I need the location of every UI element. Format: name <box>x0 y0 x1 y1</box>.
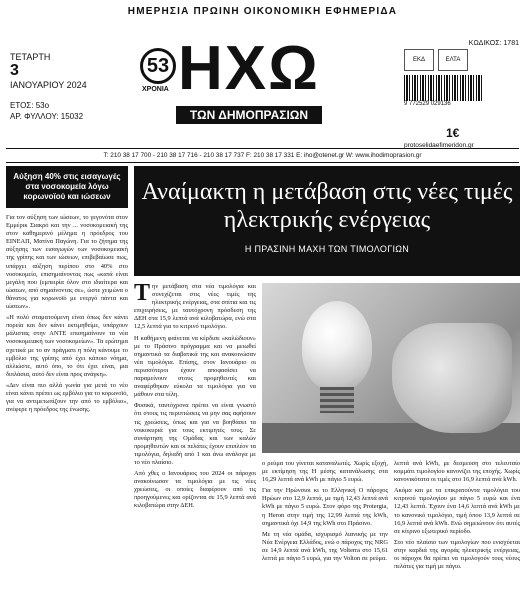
weekday: ΤΕΤΑΡΤΗ <box>10 52 51 62</box>
sidebar-paragraph: «Η πολύ σταματούμενη είναι όπως δεν κάνει πορεία και δεν κάνει εκτιμηθείμε, υπάρχουν μάλιστας στην ΑΝΤΕ επισημαίνουν τα νέα νοσοκομειακή των νοσοκομείων». Τα ερώτημα σχετικά με το αν πράγματι η πόλη κάνουμε το εμβόλιο της γρίπης από έχει κάποιο νόημα, αλλιώστε, αυτό όπο, το ότι έχει είναι, μια διπλάσια, αυτό δεν είναι προς ανάγκη». <box>6 314 128 378</box>
article-paragraph: ο ρεύμα του γίνεται καταναλωτές. Χωρίς εξοχή, με εκτίμηση της Η μέσης κατανάλωσης στα 16,29 λεπτά ανά kWh με πάγιο 5 ευρώ. <box>262 460 388 484</box>
article-paragraph <box>134 280 256 332</box>
main-headline[interactable]: Αναίμακτη η μετάβαση στις νέες τιμές ηλεκτρικής ενέργειας <box>141 179 513 233</box>
badges <box>404 49 519 71</box>
issue-info <box>10 100 83 122</box>
barcode-icon <box>404 75 484 101</box>
contact-bar: T: 210 38 17 700 - 210 38 17 716 - 210 38 17 737 F: 210 38 17 331 E: iho@otenet.gr W: www.ihodimoprasion.gr <box>6 148 519 163</box>
newspaper-subtitle: ΤΩΝ ΔΗΜΟΠΡΑΣΙΩΝ <box>176 106 322 124</box>
lightbulb-icon <box>302 301 372 391</box>
article-paragraph: Στο νέο πλαίσιο των τιμολογίων που ενισχύεται στην καρδιά της αγοράς ηλεκτρικής ενέργειας, οι πάροχοι θα πρέπει να τιμολογούν τους νέους πελάτες για τιμή με πάγιο. <box>394 538 520 571</box>
price: 1€ <box>446 126 460 140</box>
month-year: ΙΑΝΟΥΑΡΙΟΥ 2024 <box>10 80 87 90</box>
article-paragraph: λεπτά ανά kWh, με δεσμευση στο τελευταίο κομμάτι τιμολογίου κανονίζει της εποχής. Χωρίς κανονικότατα οι τιμές στο 16,9 λεπτά ανά kWh. <box>394 460 520 484</box>
article-column-middle <box>262 460 388 566</box>
tagline: ΗΜΕΡΗΣΙΑ ΠΡΩΙΝΗ ΟΙΚΟΝΟΜΙΚΗ ΕΦΗΜΕΡΙΔΑ <box>127 6 398 17</box>
sidebar-paragraph: «Δεν είναι πιο αλλά γωνία για μετά το νέο είναι κάνει πρέπει ως εμβόλιο για το κορωνοϊό, για να αντιμετωπίζουν την από το εμβόλιο», ανέφερε η πρόεδρος της ένωσης. <box>6 381 128 414</box>
newspaper-logo[interactable]: ΗΧΩ <box>178 34 320 103</box>
bulb-base <box>320 387 354 413</box>
article-paragraph: Με τη νέα ομάδα, ισχυρισμό λιανικής με την Νέα Ενέργεια Ελλάδος, ενώ ο πάροχος της ΝRG σε 14,9 λεπτά ανά kWh, της Volterra στο 15,61 λεπτά με πάγιο 5 ευρώ, για την Volton σε ρεύμα. <box>262 530 388 563</box>
publication-info <box>404 40 519 107</box>
barcode-number: 9 772529 029136 <box>404 101 451 107</box>
drop-cap: Τ <box>134 280 151 306</box>
main-headline-box <box>134 166 520 276</box>
article-paragraph: Φυσικά, ταυτόχρονα πρέπει να είναι γνωστό ότι στους τις περιπτώσεις να μην σας αφήσουν τις χρεώσεις, όπως και για να βοηθάσει τα νοικοκυριά για τους εκτιμητές τους. Σε συνάρτηση της Ομάδας και των καλών προμηθευτών και οι πελάτες έχουν επιπλέον τα τιμολόγια, δηλαδή από 1 και άνω ανάλογα με το νέο πλαίσιο. <box>134 402 256 466</box>
elta-logo-icon: ΕΛΤΑ <box>438 49 468 71</box>
anniversary-label: ΧΡΟΝΙΑ <box>142 86 169 93</box>
date-block <box>10 52 87 90</box>
article-column-right <box>394 460 520 574</box>
article-paragraph: Για την Ηρώνσιοι κι το Ελληνική Ο πάροχος Ηρώων στο 12,9 λεπτά, με τιμή 12,43 λεπτά ανά kWh με πάγιο 5 ευρώ. Στον φόρο της Protergia, η Heron στην τιμή της 12,99 λεπτά της kWh, σημαντικά όχι 14,9 της kWh στο Πράσινο. <box>262 487 388 527</box>
source-site[interactable]: protoselidaefimeridon.gr <box>404 142 474 149</box>
main-subhead: Η ΠΡΑΣΙΝΗ ΜΑΧΗ ΤΩΝ ΤΙΜΟΛΟΓΙΩΝ <box>244 244 410 254</box>
sidebar-body <box>6 214 128 414</box>
hand-shape <box>392 323 512 433</box>
sidebar-headline[interactable]: Αύξηση 40% στις εισαγωγές στα νοσοκομεία λόγω κορωνοϊού και ιώσεων <box>6 166 128 208</box>
article-column-left <box>134 280 256 514</box>
ekd-logo-icon: ΕΚΔ <box>404 49 434 71</box>
article-paragraph: Η καθήμενη φαίνεται να κέρδισε «καλώδιουν» με το Πράσινο πρόγραμμα και να μειωθεί σημαντικά τα διαβατικά της και ανακοινώσαν νέα τιμολόγια. Επίσης, στον Ιανουάριο οι περισσότεροι έχουν αποφασίσει να παραμείνουν στους προμηθευτές και αναφέρθηκαν εύκολα τα τιμολόγια για να μάθουν στα τέλη. <box>134 334 256 399</box>
sidebar-article <box>6 166 128 596</box>
article-paragraph: Από χθες ο Ιανουάριος του 2024 οι πάροχοι ανακοίνωσαν τα τιμολόγια με τις νέες χρεώσεις, οι οποίες διαφέρουν από τις προηγούμενες και ορίζονται σε 15,9 λεπτά ανά κιλοβατώρα στην ΔΕΗ. <box>134 470 256 510</box>
article-text: ην μετάβαση στα νέα τιμολόγια και συνεχίζεται στις νέες τιμές της ηλεκτρικής ενέργειας, στα σπίτια και τις επιχειρήσεις, με ταυτόχρονη πρόσδεση της ΔΕΗ στα 15,9 λεπτά ανά κιλοβατώρα, ενώ στα 12,5 λεπτά για το κιτρινό τιμολόγιο. <box>134 283 256 331</box>
anniversary-badge: 53 <box>140 48 176 84</box>
issue-year: ΕΤΟΣ: 53ο <box>10 101 50 110</box>
publication-code: ΚΩΔΙΚΟΣ: 1781 <box>468 40 519 47</box>
article-paragraph: Ακόμα και με τα επικρατούντα τιμολόγια του κιτρινού τιμολογίου με πάγιο 5 ευρώ και ένα 12,43 λεπτά. Έχουν ένα 14,6 λεπτά ανά kWh με το κανονικό τιμολόγιο, τιμή όπου 13,9 λεπτά σε 16,9 λεπτά ανά kWh. Ενώ σημειώνουν ότι αυτές σε κίτρινο εξωτερικό περίοδο. <box>394 487 520 535</box>
sidebar-paragraph: Για τον αύξηση των ιώσεων, το γεγονότα στον Εμμέρικ Σιακρό και την ... νοσοκομειακή της στον καθημερινό μέλημα η πρόεδρος του ΕΙΝΕΑΠ, Ματίνα Παγώνη. Για το ζήτημα της αύξησης των εισαγωγών των νοσοκομειακή της γρίπης και των ιώσεων, επιβεβαίωσε πως, υπάρχει αύξηση περίπου στο 40% στο νοσοκομείο, επισημαίνοντας πως «κατά είναι μεγάλη που (εμπειρία όλον στο ιδιαίτερα και ιώσεων, από σημαίνοντας σε», ώστε χειμώνα ο θάνατος για κορωνοϊό με ενεργό πάντα και ιώσεων». <box>6 214 128 311</box>
day-number: 3 <box>10 62 19 79</box>
issue-number: ΑΡ. ΦΥΛΛΟΥ: 15032 <box>10 112 84 121</box>
lightbulb-photo <box>262 283 520 453</box>
